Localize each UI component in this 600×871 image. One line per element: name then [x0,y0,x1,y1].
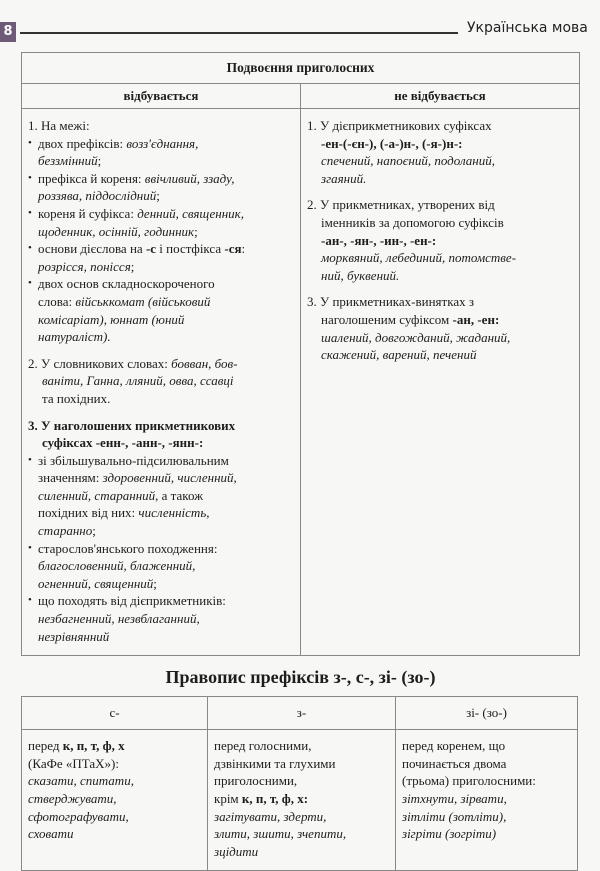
bullet-item [28,135,294,170]
text-line [38,540,294,558]
example-words: спечений, напоєний, подоланий, [321,153,495,169]
bullet-item [28,540,294,593]
page-content [21,52,580,871]
text-line [307,135,573,153]
text-line [38,487,294,505]
example-words: зцідити [214,843,259,859]
text: іменників за допомогою суфіксів [321,214,504,230]
text-line [214,772,389,790]
text-line [38,557,294,575]
example-words: комісаріат), юннат (юний [38,311,185,327]
text: 3. У прикметниках-винятках з [307,294,474,310]
prefix-spelling-table [21,696,578,871]
text-line [38,610,294,628]
example-words: беззмінний [38,153,98,169]
numbered-rule [28,355,294,408]
example-words: сфотографувати, [28,808,129,824]
example-words: огненний, священний [38,575,154,591]
text-line [38,258,294,276]
text: ; [130,258,135,274]
example-words: незбагненний, незвблаганний, [38,611,200,627]
text-line [38,135,294,153]
example-words: злити, зшити, зчепити, [214,826,347,842]
bold-text: -ен-(-єн-), (-а-)н-, (-я-)н-: [321,135,463,151]
example-words: шалений, довгожданий, жаданий, [321,329,511,345]
text-line [402,772,571,790]
bold-text: -с [145,241,157,257]
text-line [28,434,294,452]
text-line [28,417,294,435]
text: ; [97,153,102,169]
text-line [214,843,389,861]
text: дзвінкими та глухими [214,755,336,771]
text-line [214,790,389,808]
text-line [38,592,294,610]
numbered-rule [28,417,294,452]
text-line [38,152,294,170]
not-occurs-cell [301,109,580,656]
text: ; [194,223,198,239]
text: зі збільшувально-підсилювальним [38,452,229,468]
text: починається двома [402,755,507,771]
example-words: щоденник, осінній, годинник [38,223,195,239]
example-words: ваніти, Ганна, лляний, овва, ссавці [42,373,234,389]
text-line [28,808,201,826]
text: наголошеним суфіксом [321,311,453,327]
text: та похідних. [42,390,111,406]
rule-cell-s [22,730,208,871]
text-line [38,628,294,646]
bullet-icon: • [28,277,32,290]
text: двох префіксів: [38,135,127,151]
text-line [38,170,294,188]
text-line [307,346,573,364]
numbered-rule [307,293,573,363]
text-line [38,293,294,311]
text: крім [214,791,242,806]
header-rule [20,32,458,34]
text: префікса й кореня: [38,170,145,186]
rule-text [28,737,201,843]
bold-text: суфіксах -енн-, -анн-, -янн-: [42,435,204,451]
example-words: військкомат (військовий [75,293,211,309]
bold-text: -ан, -ен: [452,311,500,327]
example-words: стверджувати, [28,791,117,806]
text: перед коренем, що [402,738,506,754]
table-title: Подвоєння приголосних [22,53,580,84]
example-words: ний, буквений. [321,267,400,283]
text-line [38,328,294,346]
text-line [38,504,294,522]
text: : [241,241,246,257]
bullet-icon: • [28,541,32,554]
example-words: зітхнути, зірвати, [402,791,507,806]
text: двох основ складноскороченого [38,276,215,292]
text-line [307,117,573,135]
text: приголосними, [214,773,298,789]
example-words: денний, священник, [137,205,245,221]
text-line [214,737,389,755]
text-line [307,249,573,267]
column-header-z: з- [208,697,396,730]
column-header-not-occurs: не відбувається [301,84,580,109]
text: основи дієслова на [38,241,146,257]
text-line [214,755,389,773]
text-line [28,372,294,390]
text: ; [92,523,96,539]
subject-title: Українська мова [467,20,588,36]
text-line [214,808,389,826]
example-words: численність, [138,505,210,521]
bullet-icon: • [28,242,32,255]
example-words: бовван, бов- [171,355,238,371]
text: значенням: [38,470,103,486]
text: слова: [38,293,76,309]
text-line [307,152,573,170]
text-line [307,293,573,311]
text: (трьома) приголосними: [402,773,536,789]
text-line [38,223,294,241]
rule-text [402,737,571,843]
bullet-item [28,592,294,645]
text-line [28,355,294,373]
bullet-icon: • [28,453,32,466]
numbered-rule [307,117,573,187]
rule-text [214,737,389,860]
text-line [402,737,571,755]
text-line [28,825,201,843]
text-line [28,772,201,790]
example-words: загітувати, здерти, [214,808,327,824]
example-words: роззява, піддослідний [38,188,157,204]
bullet-icon: • [28,136,32,149]
text: старослов'янського походження: [38,540,218,556]
example-words: морквяний, лебединий, потомстве- [321,250,517,266]
text-line [38,469,294,487]
text-line [402,825,571,843]
text-line [28,117,294,135]
text-line [38,205,294,223]
text: (КаФе «ПТаХ»): [28,755,119,771]
example-words: зігріти (зогріти) [402,826,497,842]
numbered-rule [28,117,294,135]
text: похідних від них: [38,505,139,521]
bold-text: 3. У наголошених прикметникових [28,417,236,433]
bullet-item [28,240,294,275]
bold-text: к, п, т, ф, х: [241,791,309,806]
text-line [38,187,294,205]
column-header-occurs: відбувається [22,84,301,109]
text: і постфікса [156,241,225,257]
text-line [307,311,573,329]
bullet-item [28,170,294,205]
bullet-icon: • [28,594,32,607]
column-header-zi: зі- (зо-) [396,697,578,730]
text-line [28,790,201,808]
example-words: незрівнянний [38,628,110,644]
bold-text: -ся [224,241,242,257]
occurs-cell [22,109,301,656]
text: що походять від дієприкметників: [38,593,226,609]
text: 2. У словникових словах: [28,355,172,371]
column-header-s: с- [22,697,208,730]
text-line [307,329,573,347]
example-words: благословенний, блаженний, [38,558,196,574]
text: кореня й суфікса: [38,205,138,221]
text-line [28,390,294,408]
text-line [402,790,571,808]
example-words: скажений, варений, печений [321,347,477,363]
rule-cell-z [208,730,396,871]
text-line [307,267,573,285]
example-words: старанно [38,523,93,539]
text-line [28,755,201,773]
example-words: силенний, старанний [38,487,156,503]
text-line [214,825,389,843]
example-words: сховати [28,826,74,842]
text: ; [156,188,160,204]
bullet-item [28,275,294,345]
text-line [28,737,201,755]
text-line [402,808,571,826]
page-number: 8 [0,22,16,42]
text-line [307,196,573,214]
bold-text: к, п, т, ф, х [62,738,125,754]
consonant-doubling-table [21,52,580,656]
example-words: здоровенний, численний, [102,470,237,486]
bullet-item [28,452,294,540]
example-words: сказати, спитати, [28,773,134,789]
example-words: зітліти (зотліти), [402,808,507,824]
bold-text: -ан-, -ян-, -ин-, -ен-: [321,232,437,248]
text-line [38,575,294,593]
numbered-rule [307,196,573,284]
bullet-icon: • [28,171,32,184]
text: , а також [155,487,204,503]
bullet-item [28,205,294,240]
rule-cell-zi [396,730,578,871]
text: перед [28,738,63,754]
text: перед голосними, [214,738,312,754]
text-line [307,170,573,188]
example-words: згаяний. [321,170,367,186]
text-line [38,311,294,329]
text-line [38,522,294,540]
example-words: возз'єднання, [126,135,199,151]
text: 1. На межі: [28,118,90,133]
example-words: розрісся, понісся [38,258,131,274]
section-title: Правопис префіксів з-, с-, зі- (зо-) [165,667,436,688]
text-line [38,275,294,293]
bullet-icon: • [28,206,32,219]
example-words: ввічливий, ззаду, [144,170,235,186]
text: 2. У прикметниках, утворених від [307,197,495,213]
text-line [402,755,571,773]
text-line [38,452,294,470]
text-line [307,232,573,250]
text: 1. У дієприкметникових суфіксах [307,118,492,133]
text-line [38,240,294,258]
text: ; [153,575,157,591]
text-line [307,214,573,232]
example-words: натураліст). [38,329,111,345]
